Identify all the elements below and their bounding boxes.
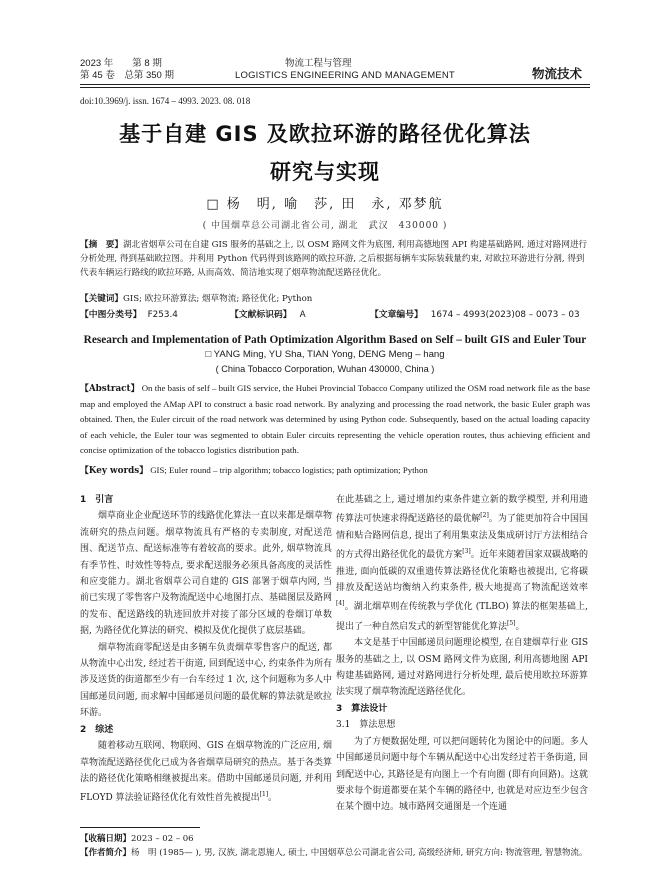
citation[interactable]: [4] <box>336 600 345 608</box>
en-abstract-label: 【Abstract】 <box>80 384 140 394</box>
class-label: 【中图分类号】 <box>80 310 142 320</box>
authors: □ 杨 明, 喻 莎, 田 永, 邓梦航 <box>206 197 444 212</box>
author-bio <box>80 846 590 858</box>
journal-name-en: LOGISTICS ENGINEERING AND MANAGEMENT <box>235 70 455 81</box>
paper-title-line2: 研究与实现 <box>270 160 380 184</box>
running-header <box>80 58 590 84</box>
en-keywords-text: GIS; Euler round – trip algorithm; tobacco logistics; path optimization; Python <box>150 465 428 475</box>
abstract-text: 湖北省烟草公司在自建 GIS 服务的基础之上, 以 OSM 路网文件为底图, 利用高德地图 API 构建基础路网, 通过对路网进行分析处理, 得到基础欧拉图。并利用 Python 代码得到该路网的欧拉环游, 之后根据每辆车实际装载量约束, 对欧拉环游进行分割, 得到代表车辆运行路线的欧拉环路, 从而高效、简洁地实现了烟草物流配送路径优化。 <box>80 240 588 278</box>
heading-algorithm-design: 3 算法设计 <box>336 703 388 714</box>
doc-label: 【文献标识码】 <box>230 310 292 320</box>
header-rule-thick <box>80 84 590 85</box>
footnote-rule <box>80 827 200 828</box>
abstract-zh <box>80 238 590 280</box>
citation[interactable]: [3] <box>462 548 471 556</box>
header-rule-thin <box>80 87 590 88</box>
volume-total: 第 45 卷 总第 350 期 <box>80 70 174 81</box>
author-bio-label: 【作者简介】 <box>80 848 132 858</box>
keywords-label: 【关键词】 <box>80 294 123 304</box>
paragraph: 随着移动互联网、物联网、GIS 在烟草物流的广泛应用, 烟草物流配送路径优化已成为各省烟草局研究的热点。基于各类算法的路径优化策略相继被提出来。借助中国邮递员问题, 并利用 FLOYD 算法验证路径优化有效性首先被提出[1]。 <box>80 741 333 804</box>
article-label: 【文章编号】 <box>370 310 423 320</box>
body-column-right <box>336 492 588 816</box>
keywords-zh <box>80 292 590 306</box>
section-label: 物流技术 <box>531 66 582 81</box>
doi[interactable]: doi:10.3969/j. issn. 1674 – 4993. 2023. 08. 018 <box>80 96 251 106</box>
paragraph: 烟草商业企业配送环节的线路优化算法一直以来都是烟草物流研究的热点问题。烟草物流具有严格的专卖制度, 对配送范围、配送节点、配送标准等有着较高的要求。此外, 烟草物流具有季节性、时效性等特点, 要求配送服务必须具备高度的灵活性和应变能力。湖北省烟草公司自建的 GIS 部署于烟草内网, 当前已实现了零售客户及物流配送中心地图打点、基础图层及路网的发布、配送路线的轨迹回放并对接了部分区域的卷烟订单数据, 为路径优化算法的研究、模拟及优化提供了底层基础。 <box>80 511 333 637</box>
received-value: 2023 – 02 – 06 <box>131 834 194 844</box>
english-title: Research and Implementation of Path Optimization Algorithm Based on Self – built GIS and Euler Tour <box>83 334 587 346</box>
keywords-text: GIS; 欧拉环游算法; 烟草物流; 路径优化; Python <box>122 294 313 304</box>
english-keywords <box>80 463 590 476</box>
abstract-label: 【摘 要】 <box>80 240 123 250</box>
heading-review: 2 综述 <box>80 724 114 735</box>
journal-name-zh: 物流工程与管理 <box>285 58 352 69</box>
article-value: 1674 – 4993(2023)08 – 0073 – 03 <box>430 310 580 320</box>
citation[interactable]: [2] <box>480 512 489 520</box>
heading-algorithm-idea: 3.1 算法思想 <box>336 720 396 731</box>
en-keywords-label: 【Key words】 <box>80 466 148 476</box>
received-date <box>80 832 590 844</box>
received-label: 【收稿日期】 <box>80 834 132 844</box>
citation[interactable]: [1] <box>259 791 269 799</box>
english-authors: □ YANG Ming, YU Sha, TIAN Yong, DENG Meng – hang <box>205 349 445 360</box>
citation[interactable]: [5] <box>507 619 516 627</box>
heading-introduction: 1 引言 <box>80 495 114 505</box>
body-column-left <box>80 492 332 807</box>
year-issue: 2023 年 第 8 期 <box>80 58 162 69</box>
paragraph: 为了方便数据处理, 可以把问题转化为图论中的问题。多人中国邮递员问题中每个车辆从配送中心出发经过若干条街道, 回到配送中心, 其路径是有向图上一个有向圈 (即有向回路)。这就要求每个街道都要在某个车辆的路径中, 也就是对应边至少包含在某个圈中边。城市路网交通图是一个连通 <box>336 736 588 813</box>
paragraph: 在此基础之上, 通过增加约束条件建立新的数学模型, 并利用遗传算法可快速求得配送路径的最优解[2]。为了能更加符合中国国情和贴合路网信息, 提出了利用集束法及集成研讨厅方法相结合的方式得出路径优化的最优方案[3]。近年来随着国家双碳战略的推进, 面向低碳的双重遗传算法路径优化策略也被提出, 它将碳排放及配送站均衡纳入约束条件, 极大地提高了物流配送效率[4]。湖北烟草则在传统教与学优化 (TLBO) 算法的框架基础上, 提出了一种自然启发式的新型智能优化算法[5]。 <box>336 495 588 632</box>
paragraph: 本文是基于中国邮递员问题理论模型, 在自建烟草行业 GIS 服务的基础之上, 以 OSM 路网文件为底图, 利用高德地图 API 构建基础路网, 通过对路网进行分析处理, 最后使用欧拉环游算法实现了烟草物流配送路径优化。 <box>336 638 588 698</box>
author-bio-text: 杨 明 (1985— ), 男, 汉族, 湖北恩施人, 硕士, 中国烟草总公司湖北省公司, 高级经济师, 研究方向: 物流管理, 智慧物流。 <box>131 848 588 858</box>
class-value: F253.4 <box>147 310 178 320</box>
paper-title-line1: 基于自建 GIS 及欧拉环游的路径优化算法 <box>119 122 531 146</box>
paragraph: 烟草物流商零配送是由多辆车负责烟草零售客户的配送, 都从物流中心出发, 经过若干街道, 回到配送中心, 约束条件为所有涉及送货的街道都至少有一台车经过 1 次, 这个问题称为多人中国邮递员问题, 而求解中国邮递员问题的最优解的算法就是欧拉环游。 <box>80 642 332 719</box>
doc-value: A <box>299 310 306 320</box>
english-affiliation: ( China Tobacco Corporation, Wuhan 430000, China ) <box>215 364 435 374</box>
en-abstract-text: On the basis of self – built GIS service, the Hubei Provincial Tobacco Company utilized the OSM road network file as the base map and employed the AMap API to construct a basic road network. By analyzing and processing the road network, the basic Euler graph was obtained. Then, the Euler circuit of the road network was determined by using Python code. Subsequently, based on the actual loading capacity of each vehicle, the Euler tour was segmented to obtain Euler circuits representing the vehicle operation routes, thus achieving efficient and concise optimization of the tobacco logistics distribution path. <box>80 383 591 455</box>
affiliation: ( 中国烟草总公司湖北省公司, 湖北 武汉 430000 ) <box>202 221 448 231</box>
english-abstract <box>80 381 590 458</box>
